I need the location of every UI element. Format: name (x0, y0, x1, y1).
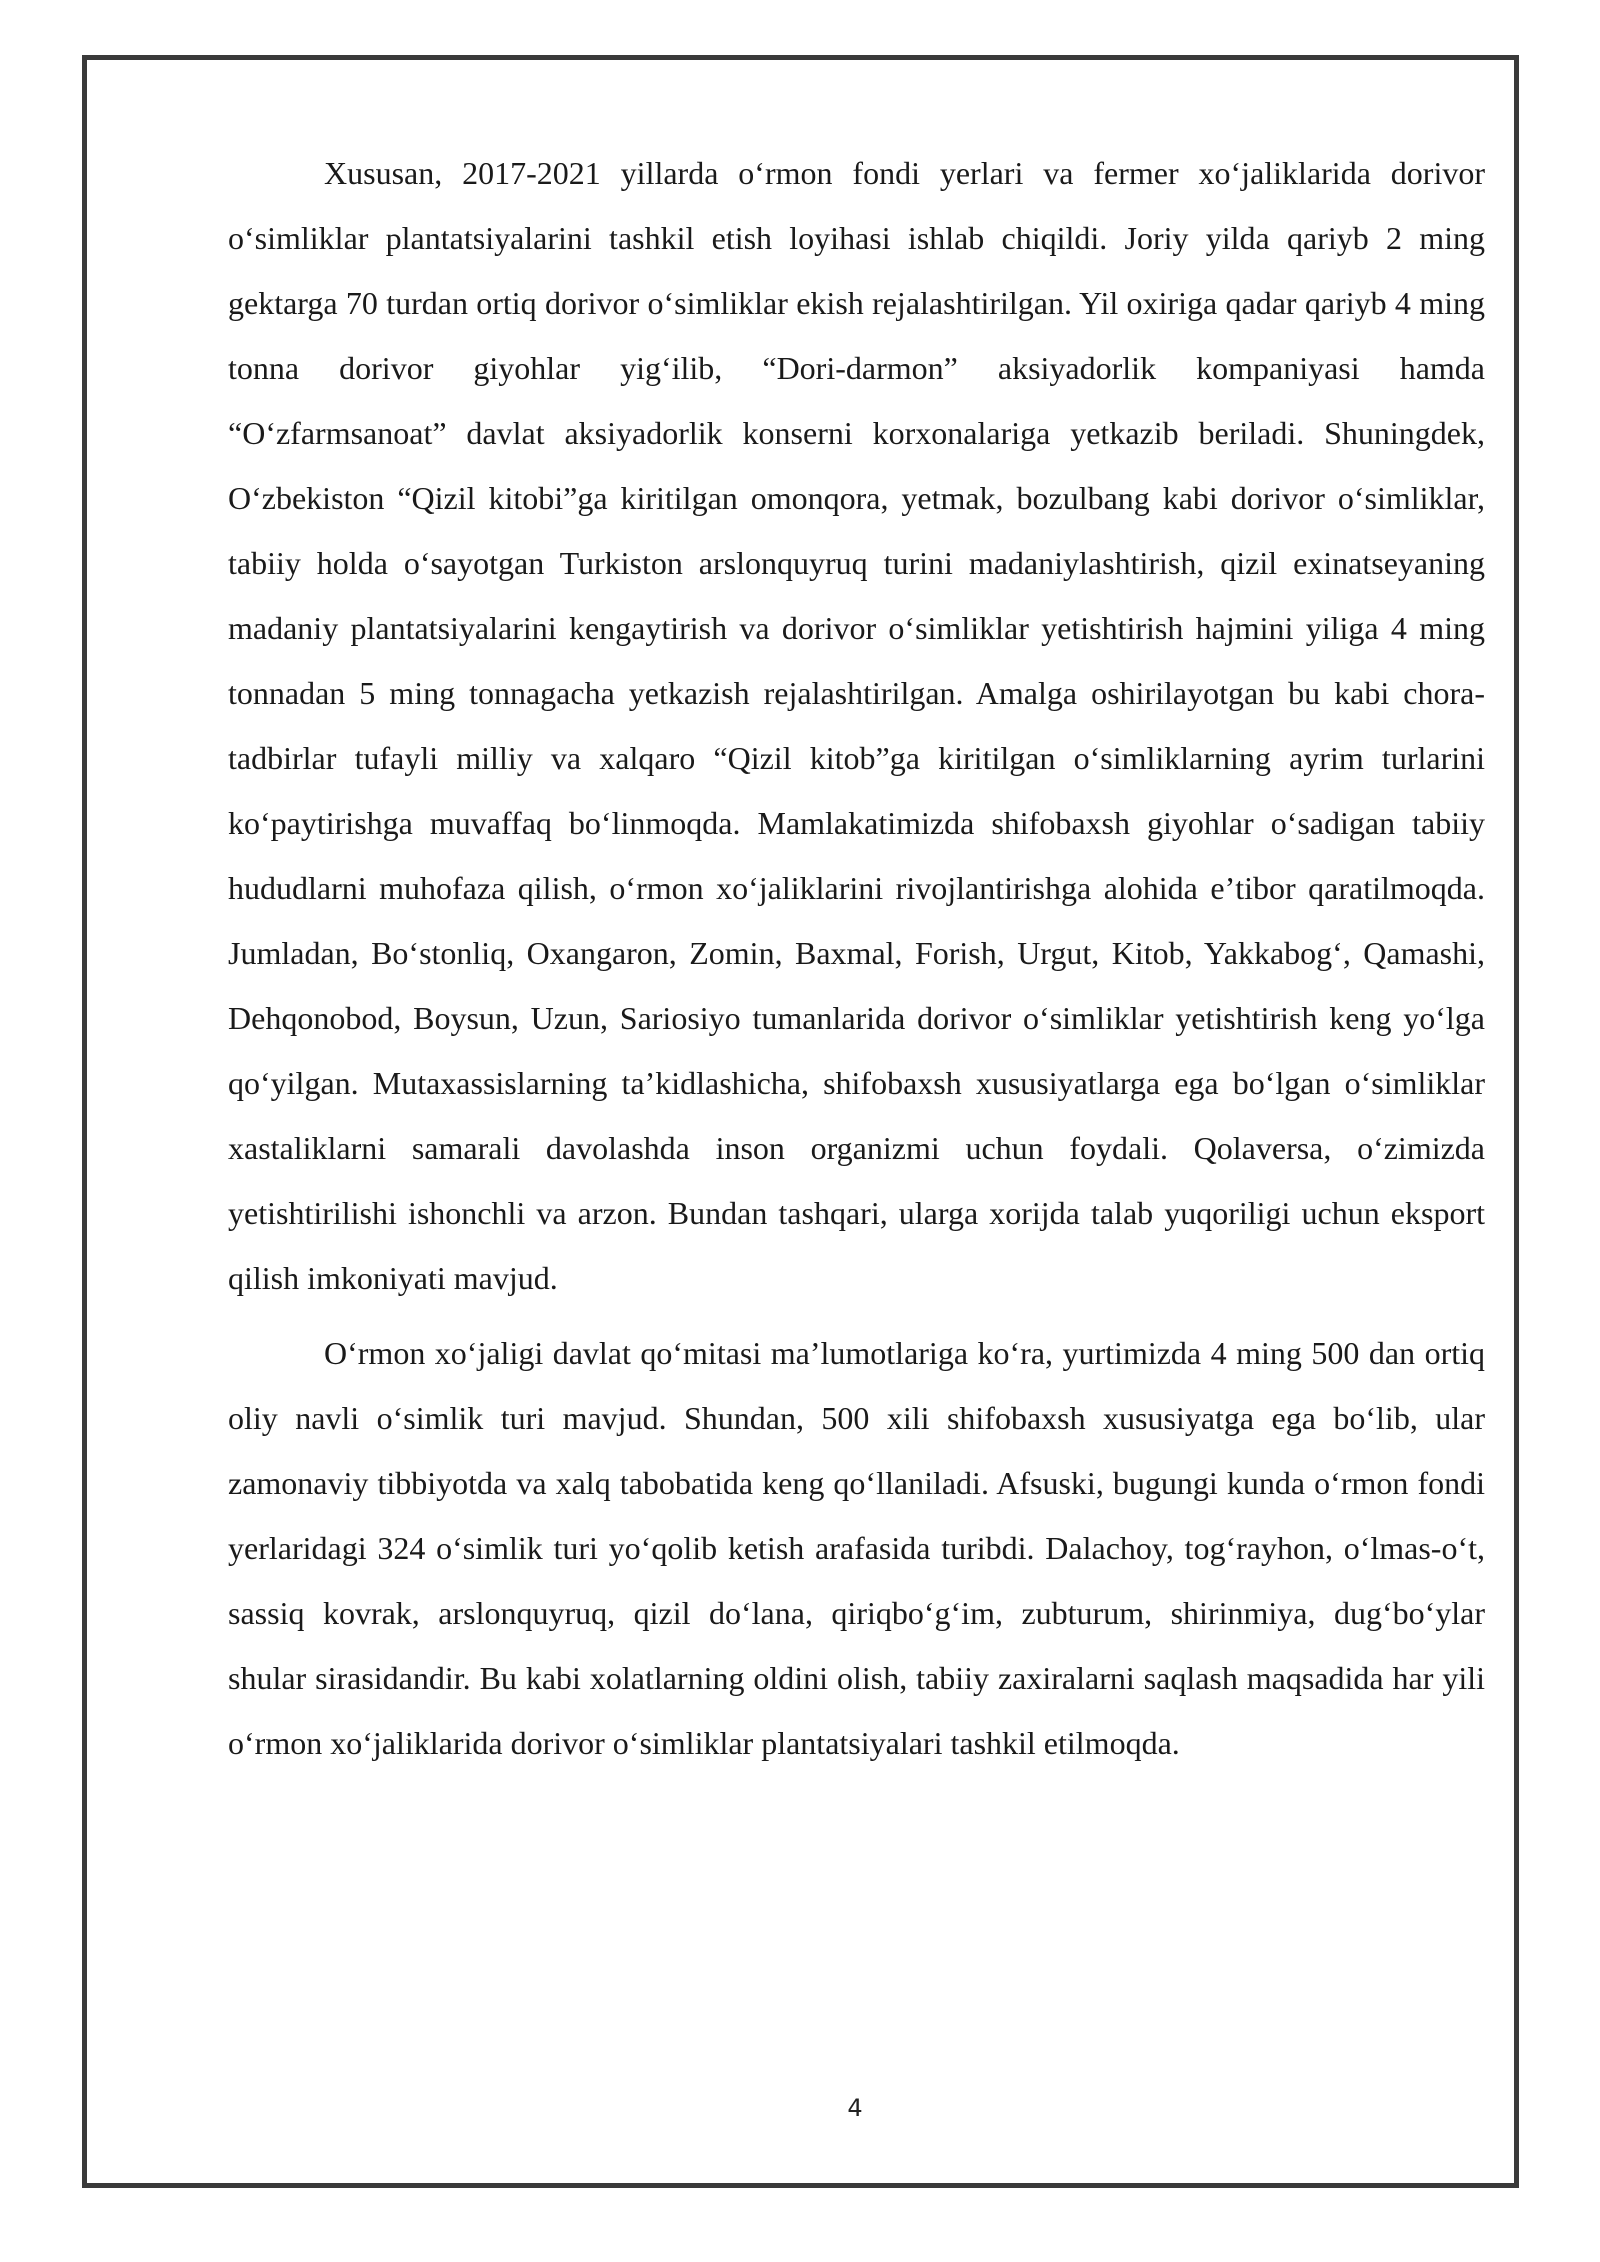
page-number: 4 (847, 2094, 863, 2122)
paragraph: Xususan, 2017-2021 yillarda oʻrmon fondi yerlari va fermer xoʻjaliklarida dorivor oʻsimliklar plantatsiyalarini tashkil etish loyihasi ishlab chiqildi. Joriy yilda qariyb 2 ming gektarga 70 turdan ortiq dorivor oʻsimliklar ekish rejalashtirilgan. Yil oxiriga qadar qariyb 4 ming tonna dorivor giyohlar yigʻilib, “Dori-darmon” aksiyadorlik kompaniyasi hamda “Oʻzfarmsanoat” davlat aksiyadorlik konserni korxonalariga yetkazib beriladi. Shuningdek, Oʻzbekiston “Qizil kitobi”ga kiritilgan omonqora, yetmak, bozulbang kabi dorivor oʻsimliklar, tabiiy holda oʻsayotgan Turkiston arslonquyruq turini madaniylashtirish, qizil exinatseyaning madaniy plantatsiyalarini kengaytirish va dorivor oʻsimliklar yetishtirish hajmini yiliga 4 ming tonnadan 5 ming tonnagacha yetkazish rejalashtirilgan. Amalga oshirilayotgan bu kabi chora-tadbirlar tufayli milliy va xalqaro “Qizil kitob”ga kiritilgan oʻsimliklarning ayrim turlarini koʻpaytirishga muvaffaq boʻlinmoqda. Mamlakatimizda shifobaxsh giyohlar oʻsadigan tabiiy hududlarni muhofaza qilish, oʻrmon xoʻjaliklarini rivojlantirishga alohida eʼtibor qaratilmoqda. Jumladan, Boʻstonliq, Oxangaron, Zomin, Baxmal, Forish, Urgut, Kitob, Yakkabogʻ, Qamashi, Dehqonobod, Boysun, Uzun, Sariosiyo tumanlarida dorivor oʻsimliklar yetishtirish keng yoʻlga qoʻyilgan. Mutaxassislarning taʼkidlashicha, shifobaxsh xususiyatlarga ega boʻlgan oʻsimliklar xastaliklarni samarali davolashda inson organizmi uchun foydali. Qolaversa, oʻzimizda yetishtirilishi ishonchli va arzon. Bundan tashqari, ularga xorijda talab yuqoriligi uchun eksport qilish imkoniyati mavjud. (228, 155, 1485, 1296)
document-body (228, 141, 1485, 1776)
paragraph: Oʻrmon xoʻjaligi davlat qoʻmitasi maʼlumotlariga koʻra, yurtimizda 4 ming 500 dan ortiq oliy navli oʻsimlik turi mavjud. Shundan, 500 xili shifobaxsh xususiyatga ega boʻlib, ular zamonaviy tibbiyotda va xalq tabobatida keng qoʻllaniladi. Afsuski, bugungi kunda oʻrmon fondi yerlaridagi 324 oʻsimlik turi yoʻqolib ketish arafasida turibdi. Dalachoy, togʻrayhon, oʻlmas-oʻt, sassiq kovrak, arslonquyruq, qizil doʻlana, qiriqboʻgʻim, zubturum, shirinmiya, dugʻboʻylar shular sirasidandir. Bu kabi xolatlarning oldini olish, tabiiy zaxiralarni saqlash maqsadida har yili oʻrmon xoʻjaliklarida dorivor oʻsimliklar plantatsiyalari tashkil etilmoqda. (228, 1335, 1485, 1761)
